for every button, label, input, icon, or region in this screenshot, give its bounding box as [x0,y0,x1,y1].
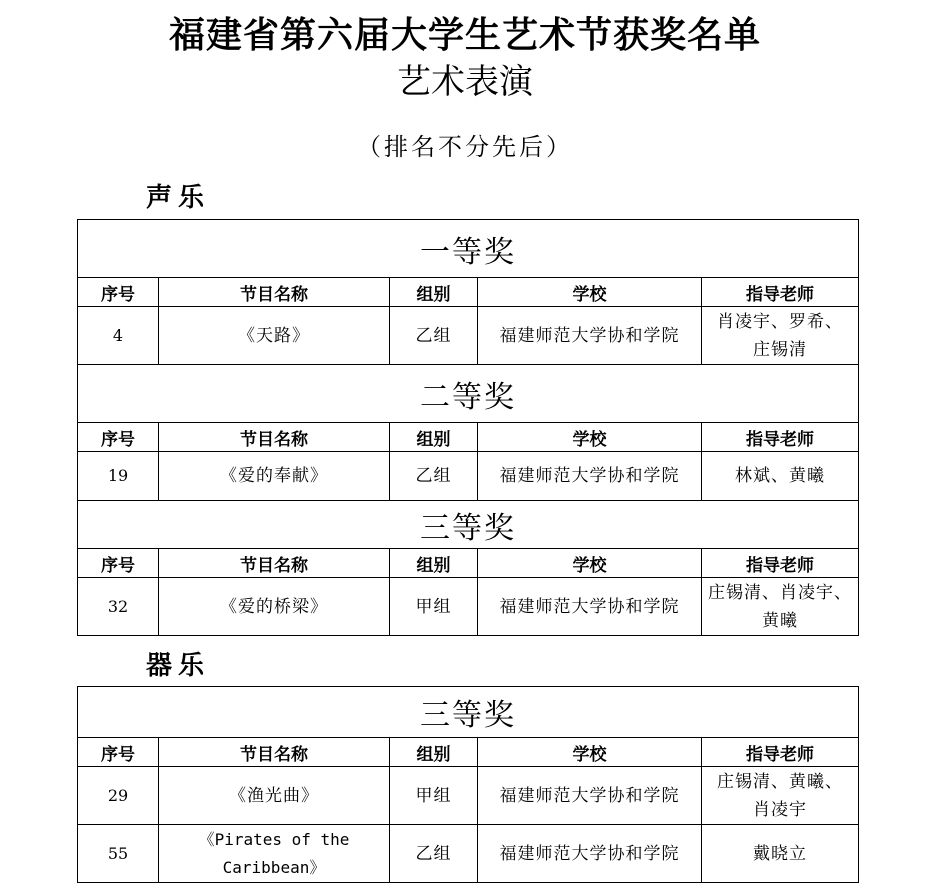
col-header-group: 组别 [390,549,478,578]
award-header-row [78,687,859,738]
cell-school: 福建师范大学协和学院 [478,452,702,501]
cell-program: 《爱的奉献》 [159,452,390,501]
table-row [78,452,859,501]
cell-teacher [702,578,859,636]
cell-program: 《爱的桥梁》 [159,578,390,636]
teacher-line: 黄曦 [762,610,799,631]
col-header-school: 学校 [478,278,702,307]
cell-school: 福建师范大学协和学院 [478,307,702,365]
col-header-program: 节目名称 [159,423,390,452]
col-header-no: 序号 [78,549,159,578]
program-line: Caribbean》 [222,857,326,877]
section-vocal-label: 声乐 [146,183,211,213]
vocal-awards-table [77,219,859,636]
col-header-program: 节目名称 [159,278,390,307]
cell-teacher [702,452,859,501]
award-header-row [78,220,859,278]
cell-group: 甲组 [390,767,478,825]
column-header-row [78,423,859,452]
cell-no: 4 [78,307,159,365]
cell-school: 福建师范大学协和学院 [478,825,702,883]
teacher-line: 林斌、黄曦 [735,466,826,486]
award-title-third-prize: 三等奖 [78,687,859,738]
teacher-line: 肖凌宇 [753,799,808,820]
table-row [78,307,859,365]
col-header-teacher: 指导老师 [702,423,859,452]
table-row [78,578,859,636]
cell-school: 福建师范大学协和学院 [478,578,702,636]
cell-teacher [702,767,859,825]
col-header-group: 组别 [390,738,478,767]
cell-no: 29 [78,767,159,825]
teacher-line: 庄锡清、黄曦、 [717,771,844,792]
col-header-group: 组别 [390,278,478,307]
teacher-line: 庄锡清、肖凌宇、 [708,582,853,603]
award-title-first-prize: 一等奖 [78,220,859,278]
award-header-row [78,501,859,549]
col-header-teacher: 指导老师 [702,278,859,307]
col-header-no: 序号 [78,423,159,452]
col-header-teacher: 指导老师 [702,549,859,578]
page-title: 福建省第六届大学生艺术节获奖名单 [168,15,761,56]
cell-teacher [702,825,859,883]
col-header-program: 节目名称 [159,549,390,578]
page-subtitle: 艺术表演 [397,62,533,102]
section-instrumental-label: 器乐 [146,651,211,681]
col-header-school: 学校 [478,738,702,767]
column-header-row [78,738,859,767]
ranking-note: （排名不分先后） [357,133,573,161]
col-header-teacher: 指导老师 [702,738,859,767]
cell-teacher [702,307,859,365]
cell-no: 55 [78,825,159,883]
table-row [78,767,859,825]
col-header-program: 节目名称 [159,738,390,767]
teacher-line: 庄锡清 [753,339,808,360]
award-header-row [78,365,859,423]
teacher-line: 肖凌宇、罗希、 [717,311,844,332]
program-line: 《Pirates of the [198,829,350,849]
cell-no: 32 [78,578,159,636]
award-title-second-prize: 二等奖 [78,365,859,423]
cell-no: 19 [78,452,159,501]
cell-school: 福建师范大学协和学院 [478,767,702,825]
cell-group: 甲组 [390,578,478,636]
col-header-group: 组别 [390,423,478,452]
award-title-third-prize: 三等奖 [78,501,859,549]
table-row [78,825,859,883]
cell-program: 《天路》 [159,307,390,365]
cell-group: 乙组 [390,452,478,501]
col-header-no: 序号 [78,738,159,767]
col-header-no: 序号 [78,278,159,307]
cell-group: 乙组 [390,307,478,365]
cell-program [159,825,390,883]
cell-group: 乙组 [390,825,478,883]
col-header-school: 学校 [478,549,702,578]
column-header-row [78,278,859,307]
col-header-school: 学校 [478,423,702,452]
column-header-row [78,549,859,578]
teacher-line: 戴晓立 [753,843,808,864]
instrumental-awards-table [77,686,859,883]
cell-program: 《渔光曲》 [159,767,390,825]
